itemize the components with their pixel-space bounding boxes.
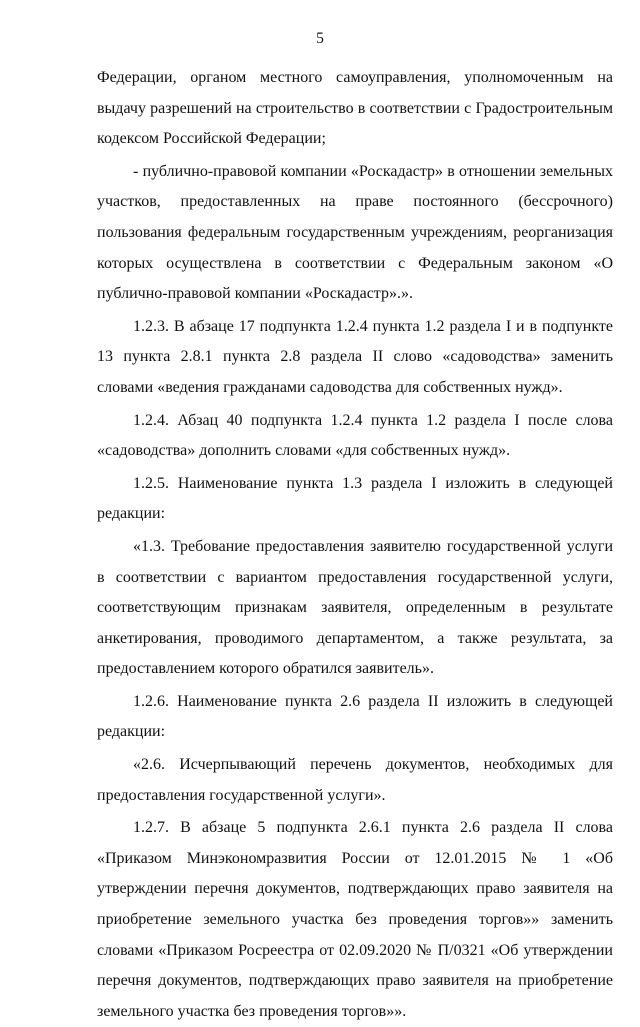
paragraph-1-2-5: 1.2.5. Наименование пункта 1.3 раздела I изложить в следующей редакции: (97, 474, 613, 523)
paragraph-quote-2-6: «2.6. Исчерпывающий перечень документов, необходимых для предоставления государственной услуги». (97, 756, 613, 804)
paragraph-1-2-3: 1.2.3. В абзаце 17 подпункта 1.2.4 пункта 1.2 раздела I и в подпункте 13 пункта 2.8.1 пункта 2.8 раздела II слово «садоводства» заменить словами «ведения гражданами садоводства для собственных нужд». (97, 317, 613, 396)
paragraph-quote-1-3: «1.3. Требование предоставления заявителю государственной услуги в соответствии с вариантом предоставления государственной услуги, соответствующим признакам заявителя, определенным в результате анкетирования, проводимого департаментом, а также результата, за предоставлением которого обратился заявитель». (97, 537, 613, 678)
paragraph-1-2-7: 1.2.7. В абзаце 5 подпункта 2.6.1 пункта 2.6 раздела II слова «Приказом Минэкономразвития России от 12.01.2015 № 1 «Об утверждении перечня документов, подтверждающих право заявителя на приобретение земельного участка без проведения торгов»» заменить словами «Приказом Росреестра от 02.09.2020 № П/0321 «Об утверждении перечня документов, подтверждающих право заявителя на приобретение земельного участка без проведения торгов»». (97, 819, 613, 1020)
page-number: 5 (316, 30, 324, 47)
paragraph-roskadastr: - публично-правовой компании «Роскадастр» в отношении земельных участков, предоставленных на праве постоянного (бессрочного) пользования федеральным государственным учреждениям, реорганизация которых осуществлена в соответствии с Федеральным законом «О публично-правовой компании «Роскадастр».». (97, 162, 613, 303)
paragraph-1-2-6: 1.2.6. Наименование пункта 2.6 раздела II изложить в следующей редакции: (97, 692, 613, 741)
document-body (97, 63, 613, 1027)
paragraph-continuation: Федерации, органом местного самоуправления, уполномоченным на выдачу разрешений на строительство в соответствии с Градостроительным кодексом Российской Федерации; (97, 69, 613, 148)
paragraph-1-2-4: 1.2.4. Абзац 40 подпункта 1.2.4 пункта 1.2 раздела I после слова «садоводства» дополнить словами «для собственных нужд». (97, 411, 613, 460)
